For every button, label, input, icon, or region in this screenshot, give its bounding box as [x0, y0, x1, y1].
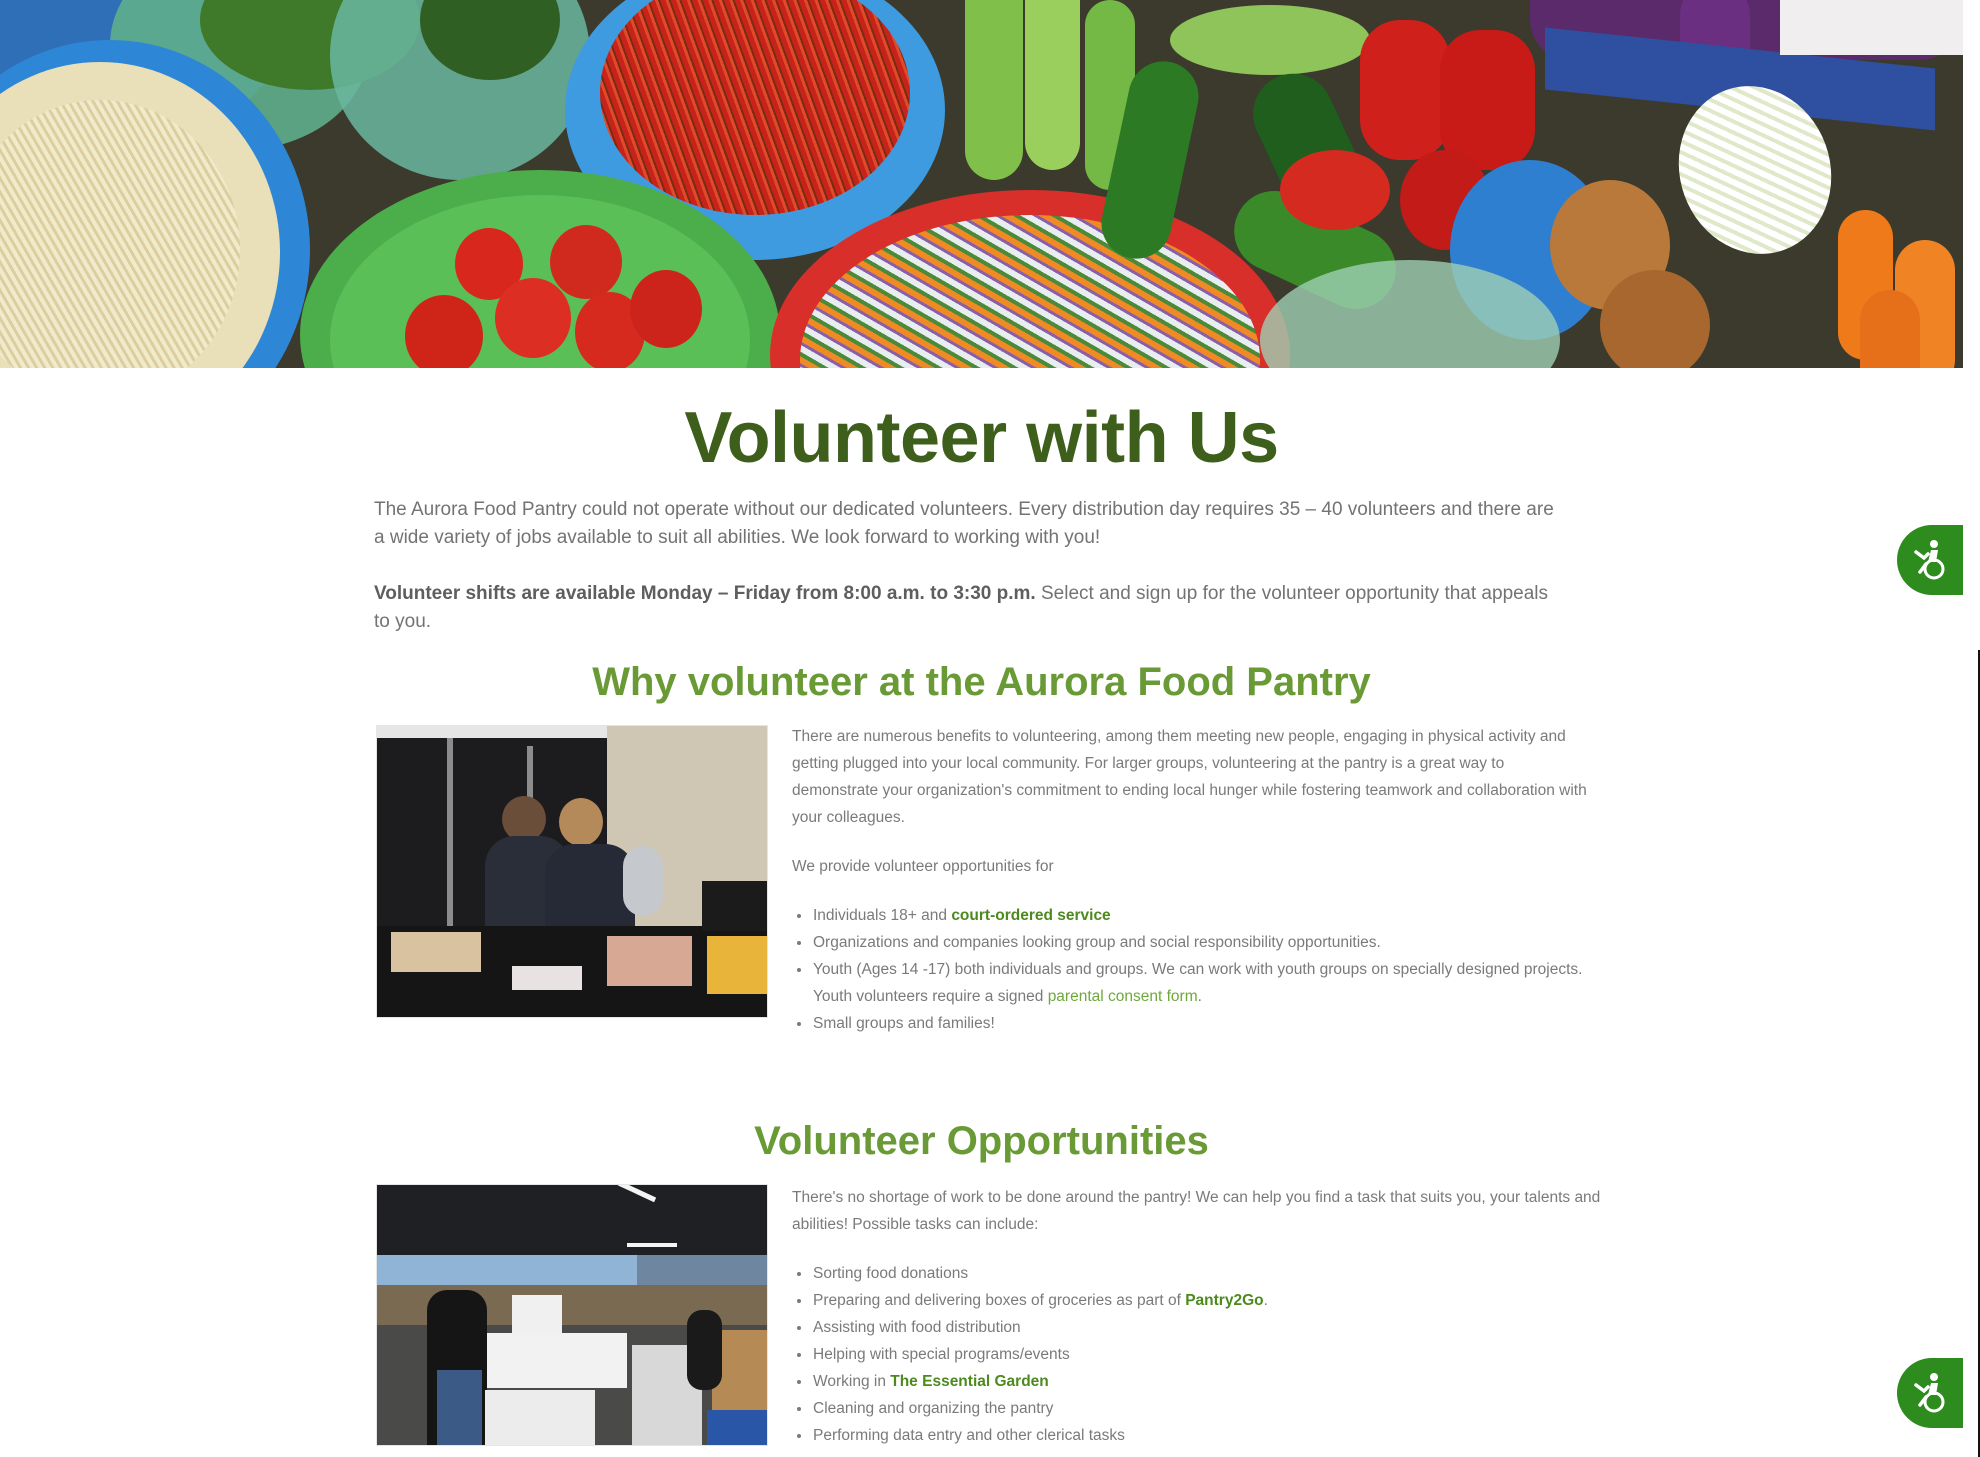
list-item: Sorting food donations	[797, 1260, 1612, 1287]
list-item: Preparing and delivering boxes of groceries as part of Pantry2Go.	[797, 1287, 1612, 1314]
shifts-paragraph	[374, 580, 1554, 636]
why-volunteer-content	[792, 723, 1592, 1037]
provide-intro: We provide volunteer opportunities for	[792, 858, 1054, 875]
list-item: Helping with special programs/events	[797, 1341, 1612, 1368]
list-item: Individuals 18+ and court-ordered service	[797, 902, 1592, 929]
intro-section	[374, 496, 1554, 664]
list-item: Working in The Essential Garden	[797, 1368, 1612, 1395]
wheelchair-icon	[1910, 1371, 1950, 1415]
accessibility-button[interactable]	[1897, 525, 1963, 595]
list-item: Performing data entry and other clerical tasks	[797, 1422, 1612, 1449]
accessibility-button-bottom[interactable]	[1897, 1358, 1963, 1428]
list-item: Assisting with food distribution	[797, 1314, 1612, 1341]
shifts-hours: Volunteer shifts are available Monday – Friday from 8:00 a.m. to 3:30 p.m.	[374, 583, 1036, 604]
pantry2go-link[interactable]: Pantry2Go	[1185, 1292, 1264, 1309]
audience-list	[797, 902, 1592, 1037]
list-item: Small groups and families!	[797, 1010, 1592, 1037]
intro-paragraph: The Aurora Food Pantry could not operate without our dedicated volunteers. Every distribution day requires 35 – 40 volunteers and there are a wide variety of jobs available to suit all abilities. We look forward to working with you!	[374, 499, 1554, 548]
page-title: Volunteer with Us	[684, 398, 1279, 478]
tasks-list	[797, 1260, 1612, 1449]
shifts-signup-text: Select and sign up for the volunteer opportunity that appeals to you.	[374, 583, 1548, 632]
essential-garden-link[interactable]: The Essential Garden	[890, 1373, 1049, 1390]
parental-consent-form-link[interactable]: parental consent form	[1047, 988, 1198, 1005]
benefits-paragraph: There are numerous benefits to volunteering, among them meeting new people, engaging in physical activity and getting plugged into your local community. For larger groups, volunteering at the pantry is a great way to demonstrate your organization's commitment to ending local hunger while fostering teamwork and collaboration with your colleagues.	[792, 728, 1587, 826]
hero-image	[0, 0, 1963, 368]
volunteers-photo	[376, 725, 768, 1018]
court-ordered-service-link[interactable]: court-ordered service	[951, 907, 1111, 924]
list-item: Organizations and companies looking group and social responsibility opportunities.	[797, 929, 1592, 956]
list-item: Cleaning and organizing the pantry	[797, 1395, 1612, 1422]
opportunities-paragraph: There's no shortage of work to be done around the pantry! We can help you find a task that suits you, your talents and abilities! Possible tasks can include:	[792, 1189, 1601, 1233]
volunteer-opportunities-heading: Volunteer Opportunities	[754, 1119, 1209, 1163]
why-volunteer-heading: Why volunteer at the Aurora Food Pantry	[592, 660, 1371, 704]
wheelchair-icon	[1910, 538, 1950, 582]
opportunities-content	[792, 1184, 1612, 1449]
warehouse-photo	[376, 1184, 768, 1446]
list-item: Youth (Ages 14 -17) both individuals and groups. We can work with youth groups on specially designed projects. Youth volunteers require a signed parental consent form.	[797, 956, 1592, 1010]
